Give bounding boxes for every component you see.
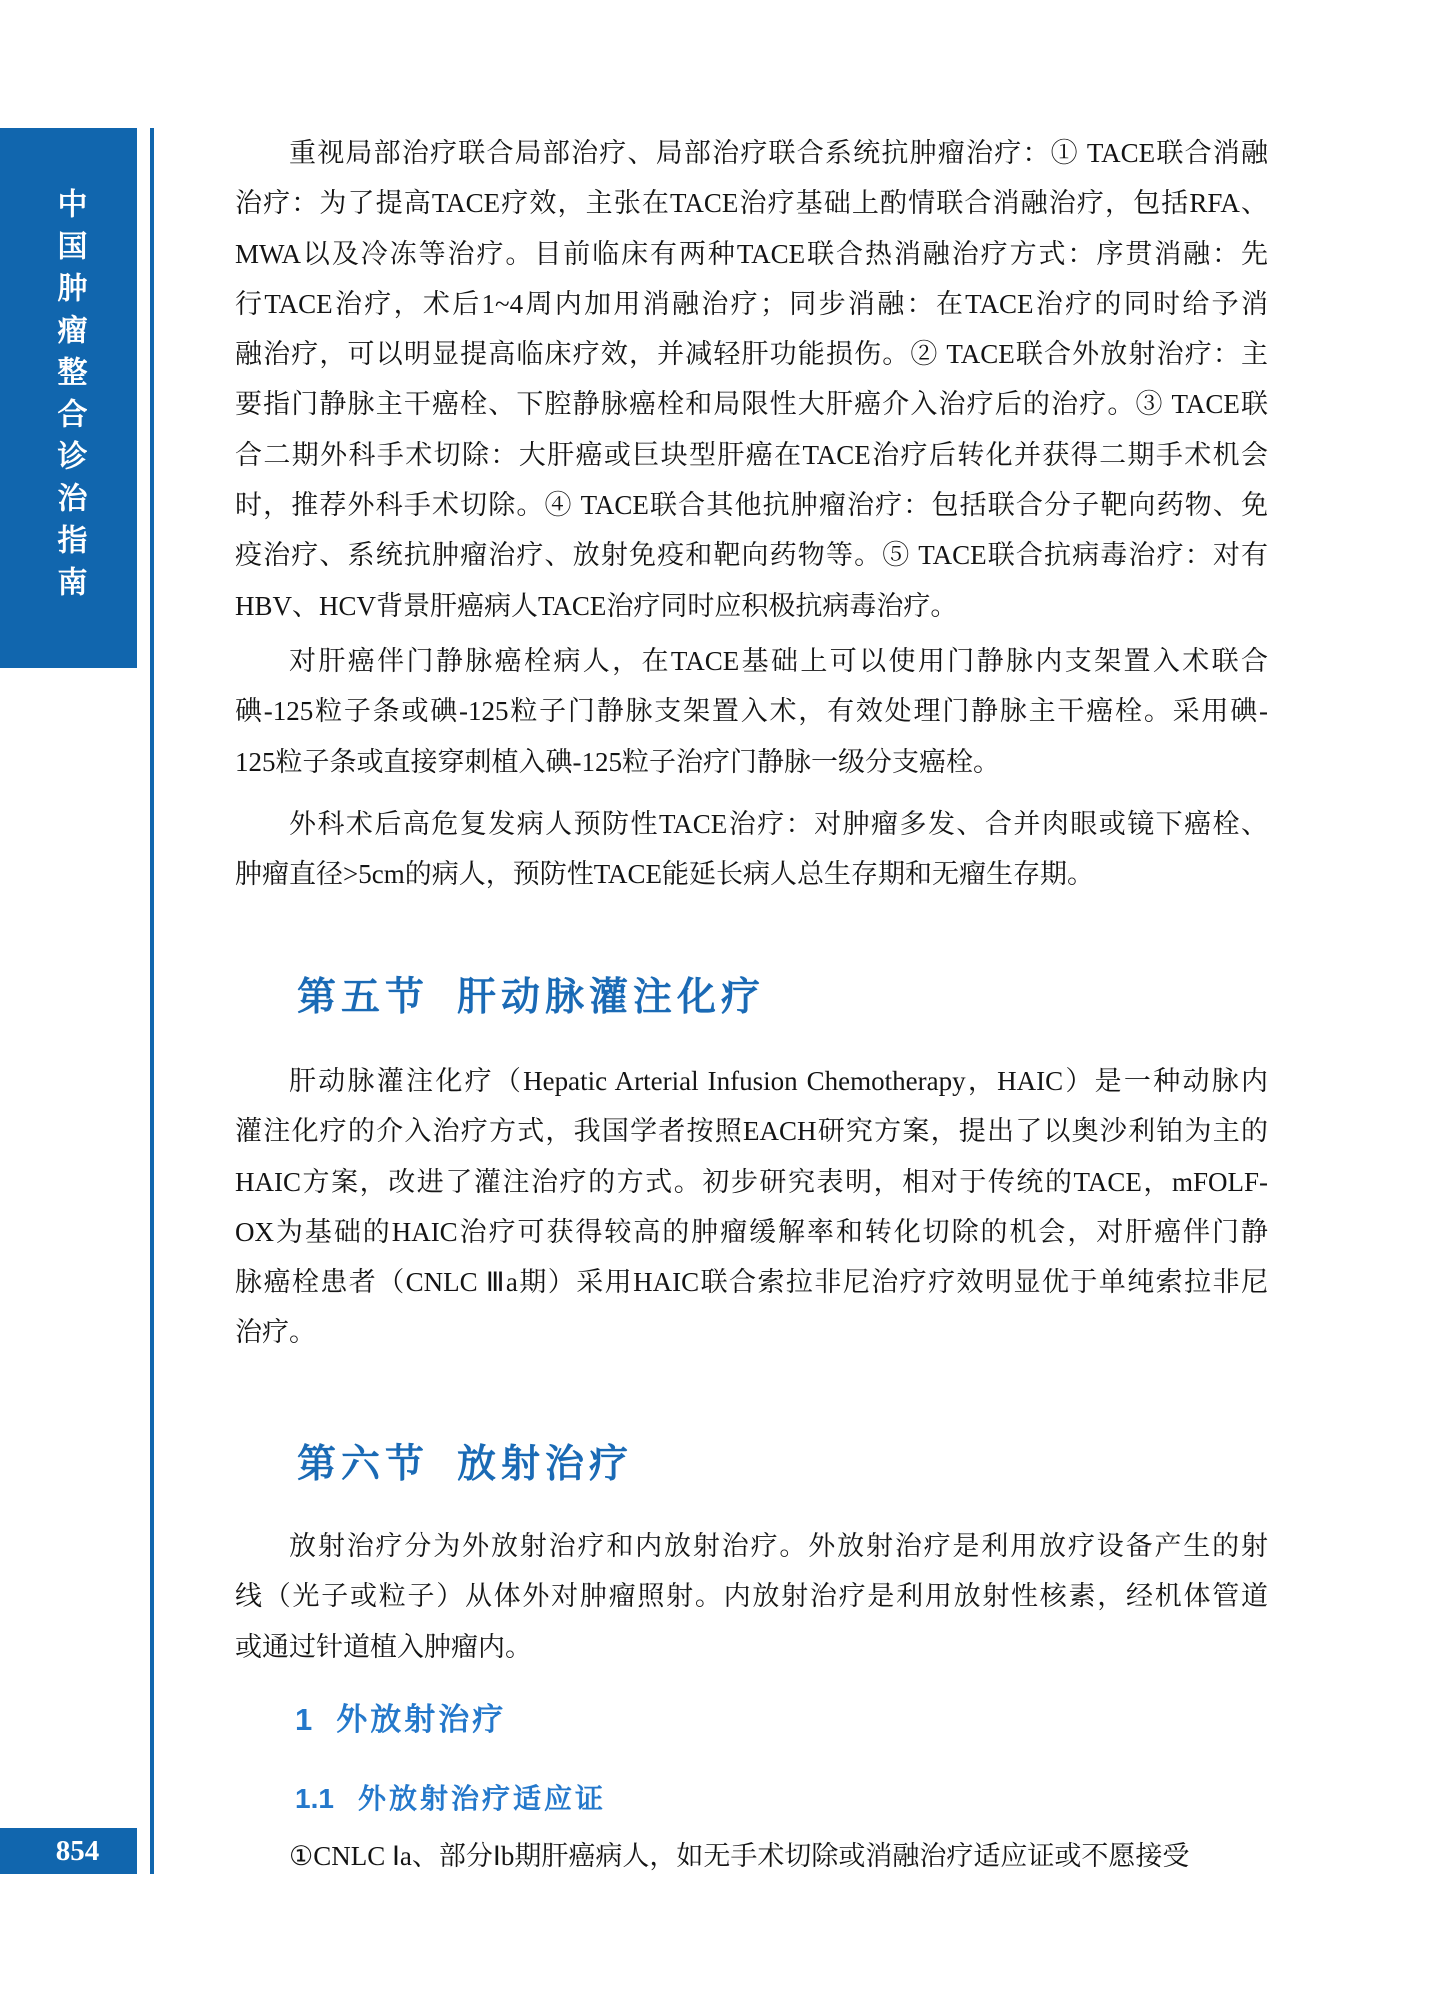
heading-1-1-indications [235, 1782, 606, 1815]
text-line: 125粒子条或直接穿刺植入碘-125粒子治疗门静脉一级分支癌栓。 [235, 746, 1000, 777]
page-number: 854 [55, 1834, 100, 1867]
sidebar-book-title: 中国肿瘤整合诊治指南 [52, 188, 86, 608]
section-heading-6 [235, 1443, 633, 1487]
sidebar-banner [0, 128, 137, 668]
text-line: 对肝癌伴门静脉癌栓病人，在TACE基础上可以使用门静脉内支架置入术联合 [289, 646, 1268, 676]
text-line: MWA以及冷冻等治疗。目前临床有两种TACE联合热消融治疗方式：序贯消融：先 [235, 238, 1268, 269]
heading-1-title: 外放射治疗 [336, 1702, 507, 1737]
text-line: 融治疗，可以明显提高临床疗效，并减轻肝功能损伤。② TACE联合外放射治疗：主 [235, 339, 1268, 370]
section-6-title: 放射治疗 [457, 1443, 634, 1486]
heading-1-external-radiotherapy [235, 1702, 506, 1738]
paragraph-haic [235, 1056, 1268, 1358]
text-line: 行TACE治疗，术后1~4周内加用消融治疗；同步消融：在TACE治疗的同时给予消 [235, 288, 1268, 319]
page-number-badge [0, 1828, 137, 1874]
text-line: ①CNLC Ⅰa、部分Ⅰb期肝癌病人，如无手术切除或消融治疗适应证或不愿接受 [289, 1841, 1190, 1871]
text-line: 要指门静脉主干癌栓、下腔静脉癌栓和局限性大肝癌介入治疗后的治疗。③ TACE联 [235, 389, 1268, 420]
text-line: 重视局部治疗联合局部治疗、局部治疗联合系统抗肿瘤治疗：① TACE联合消融 [289, 138, 1268, 168]
text-line: 线（光子或粒子）从体外对肿瘤照射。内放射治疗是利用放射性核素，经机体管道 [235, 1581, 1268, 1612]
text-line: 或通过针道植入肿瘤内。 [235, 1631, 532, 1662]
text-line: 疫治疗、系统抗肿瘤治疗、放射免疫和靶向药物等。⑤ TACE联合抗病毒治疗：对有 [235, 540, 1268, 571]
text-line: 时，推荐外科手术切除。④ TACE联合其他抗肿瘤治疗：包括联合分子靶向药物、免 [235, 490, 1268, 521]
paragraph-iodine-125 [235, 636, 1268, 787]
paragraph-preventive-tace [235, 799, 1268, 900]
paragraph-cnlc-indication [235, 1831, 1268, 1881]
text-line: 脉癌栓患者（CNLC Ⅲa期）采用HAIC联合索拉非尼治疗疗效明显优于单纯索拉非尼 [235, 1267, 1268, 1298]
text-line: 灌注化疗的介入治疗方式，我国学者按照EACH研究方案，提出了以奥沙利铂为主的 [235, 1116, 1268, 1147]
heading-1-1-number: 1.1 [295, 1783, 334, 1814]
heading-1-1-title: 外放射治疗适应证 [357, 1783, 606, 1814]
paragraph-tace-combination [235, 128, 1268, 631]
text-line: 肿瘤直径>5cm的病人，预防性TACE能延长病人总生存期和无瘤生存期。 [235, 859, 1095, 890]
text-line: HAIC方案，改进了灌注治疗的方式。初步研究表明，相对于传统的TACE，mFOLF- [235, 1166, 1268, 1197]
paragraph-radiotherapy-intro [235, 1521, 1268, 1672]
text-line: 外科术后高危复发病人预防性TACE治疗：对肿瘤多发、合并肉眼或镜下癌栓、 [289, 809, 1268, 839]
text-line: 治疗：为了提高TACE疗效，主张在TACE治疗基础上酌情联合消融治疗，包括RFA、 [235, 188, 1268, 219]
text-line: 肝动脉灌注化疗（Hepatic Arterial Infusion Chemotherapy，HAIC）是一种动脉内 [289, 1066, 1268, 1096]
vertical-divider [150, 128, 154, 1874]
section-6-label: 第六节 [297, 1443, 430, 1486]
section-5-title: 肝动脉灌注化疗 [457, 976, 766, 1019]
text-line: OX为基础的HAIC治疗可获得较高的肿瘤缓解率和转化切除的机会，对肝癌伴门静 [235, 1216, 1268, 1247]
text-line: 放射治疗分为外放射治疗和内放射治疗。外放射治疗是利用放疗设备产生的射 [289, 1531, 1268, 1561]
heading-1-number: 1 [295, 1702, 313, 1737]
text-line: 合二期外科手术切除：大肝癌或巨块型肝癌在TACE治疗后转化并获得二期手术机会 [235, 439, 1268, 470]
text-line: HBV、HCV背景肝癌病人TACE治疗同时应积极抗病毒治疗。 [235, 590, 958, 621]
text-line: 治疗。 [235, 1317, 316, 1348]
section-5-label: 第五节 [297, 976, 430, 1019]
text-line: 碘-125粒子条或碘-125粒子门静脉支架置入术，有效处理门静脉主干癌栓。采用碘- [235, 696, 1268, 727]
section-heading-5 [235, 976, 765, 1020]
